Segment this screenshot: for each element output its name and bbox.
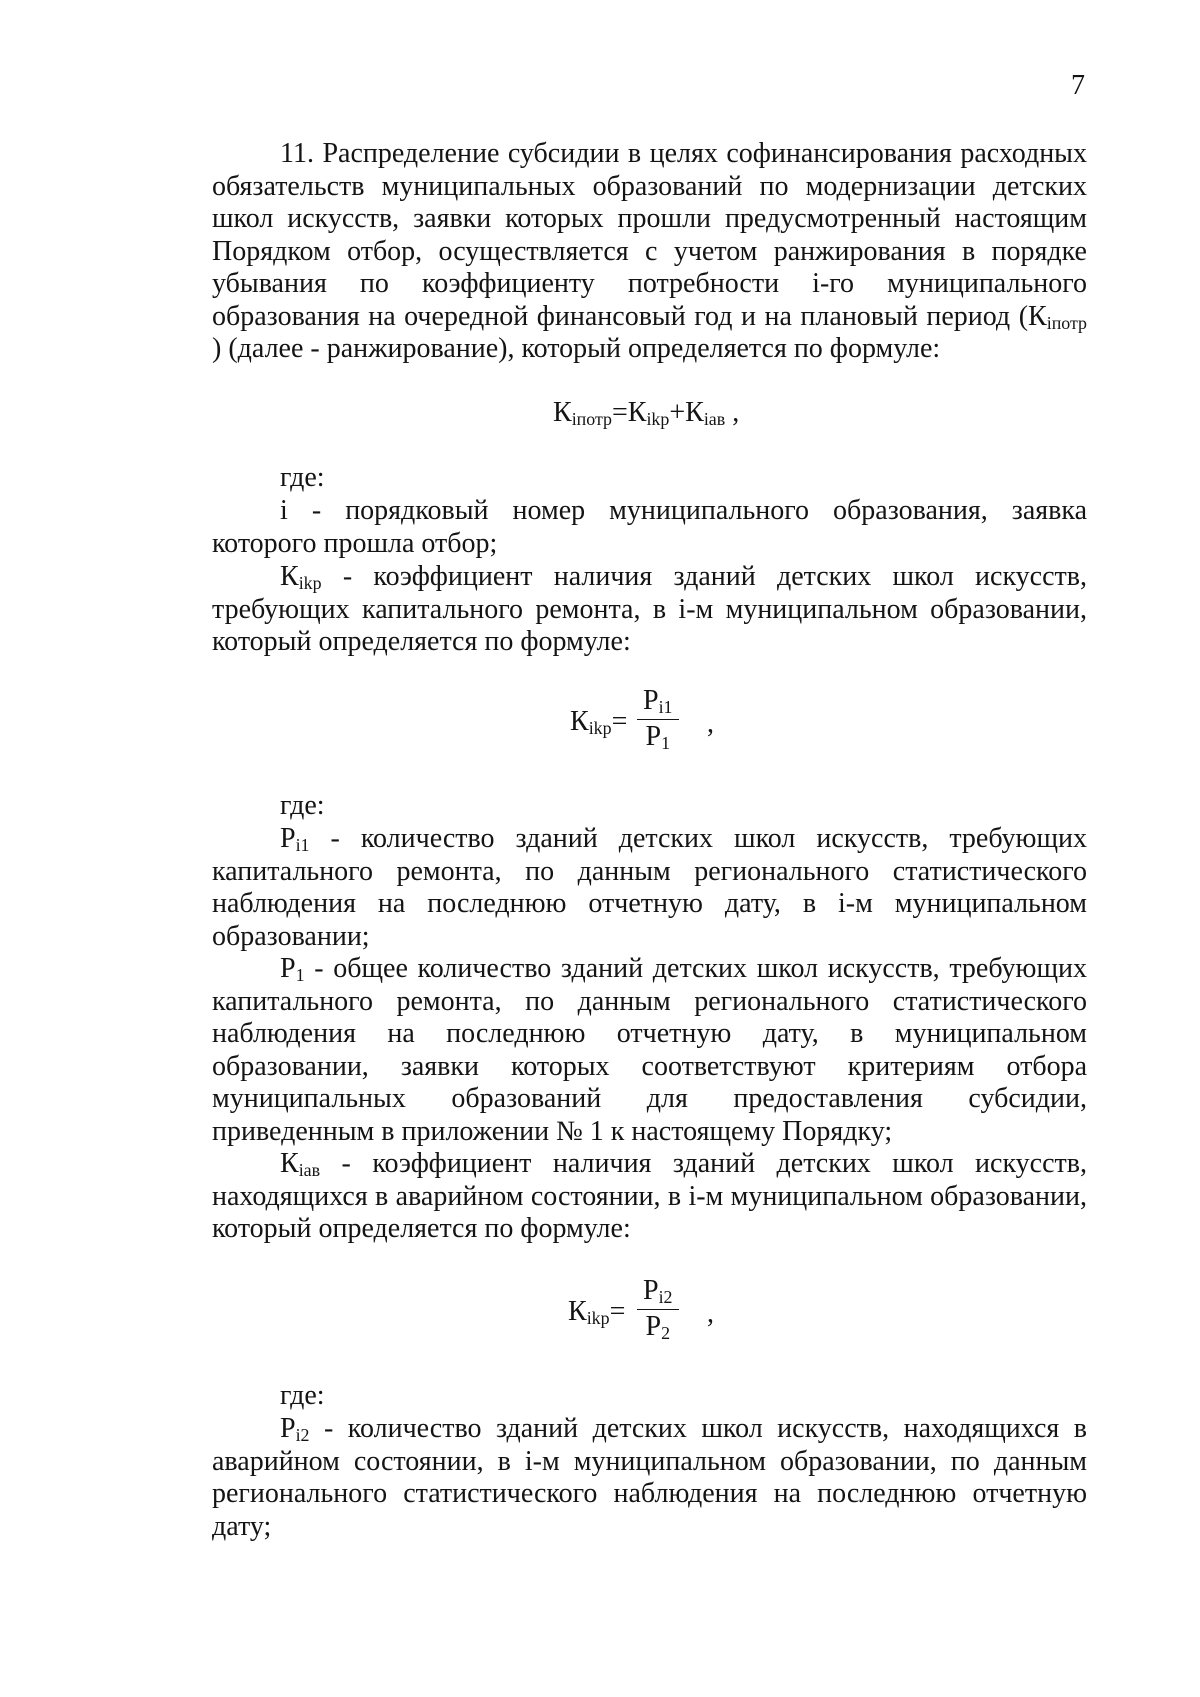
paragraph-11-text: 11. Распределение субсидии в целях софинансирования расходных обязательств муниципальных образований по модернизации детских школ искусств, заявки которых прошли предусмотренный настоящим Порядком отбор, осуществляется с учетом ранжирования в порядке убывания по коэффициенту потребности i-го муниципального образования на очередной финансовый год и на плановый период ( [212, 138, 1087, 332]
definition-i: i - порядковый номер муниципального образования, заявка которого прошла отбор; [212, 495, 1087, 559]
where-label-1: где: [280, 462, 325, 493]
where-label-2: где: [280, 790, 325, 821]
formula-k-iav-fraction [637, 1276, 679, 1342]
where-label-3: где: [280, 1380, 325, 1411]
formula-k-ipotr: $К_{iпотр}=К_{ikp}+К_{iав}$ , [553, 397, 740, 429]
definition-p-1: $P_1$ - общее количество зданий детских школ искусств, требующих капитального ремонта, по данным регионального статистического наблюдения на последнюю отчетную дату, в муниципальном образовании, заявки которых соответствуют критериям отбора муниципальных образований для предоставления субсидии, приведенным в приложении № 1 к настоящему Порядку; [212, 953, 1087, 1147]
definition-k-iav: $К_{iав}$ - коэффициент наличия зданий детских школ искусств, находящихся в аварийном состоянии, в i-м муниципальном образовании, который определяется по формуле: [212, 1148, 1087, 1244]
formula-k-ikp-fraction [637, 686, 679, 752]
definition-p-i2: $P_{i2}$ - количество зданий детских школ искусств, находящихся в аварийном состоянии, в i-м муниципальном образовании, по данным регионального статистического наблюдения на последнюю отчетную дату; [212, 1413, 1087, 1542]
definition-p-i1: $P_{i1}$ - количество зданий детских школ искусств, требующих капитального ремонта, по данным регионального статистического наблюдения на последнюю отчетную дату, в i-м муниципальном образовании; [212, 823, 1087, 952]
page-number: 7 [1071, 70, 1085, 101]
k-ipotr-symbol: $К_{iпотр}$ [1028, 300, 1087, 333]
definition-k-ikp: $К_{ikp}$ - коэффициент наличия зданий детских школ искусств, требующих капитального ремонта, в i-м муниципальном образовании, который определяется по формуле: [212, 561, 1087, 657]
paragraph-11-end: ) (далее - ранжирование), который определяется по формуле: [212, 333, 941, 364]
fraction-denominator: $P_2$ [645, 1311, 671, 1343]
formula-k-iav-lhs: $К_{ikp}=$ [568, 1296, 626, 1328]
formula-k-ikp-lhs: $К_{ikp}=$ [570, 706, 628, 738]
fraction-numerator: $P_{i2}$ [637, 1276, 679, 1310]
formula-k-ikp-comma: , [707, 708, 714, 739]
paragraph-11 [212, 138, 1087, 366]
fraction-denominator: $P_1$ [645, 721, 671, 753]
formula-k-iav-comma: , [707, 1298, 714, 1329]
fraction-numerator: $P_{i1}$ [637, 686, 679, 720]
